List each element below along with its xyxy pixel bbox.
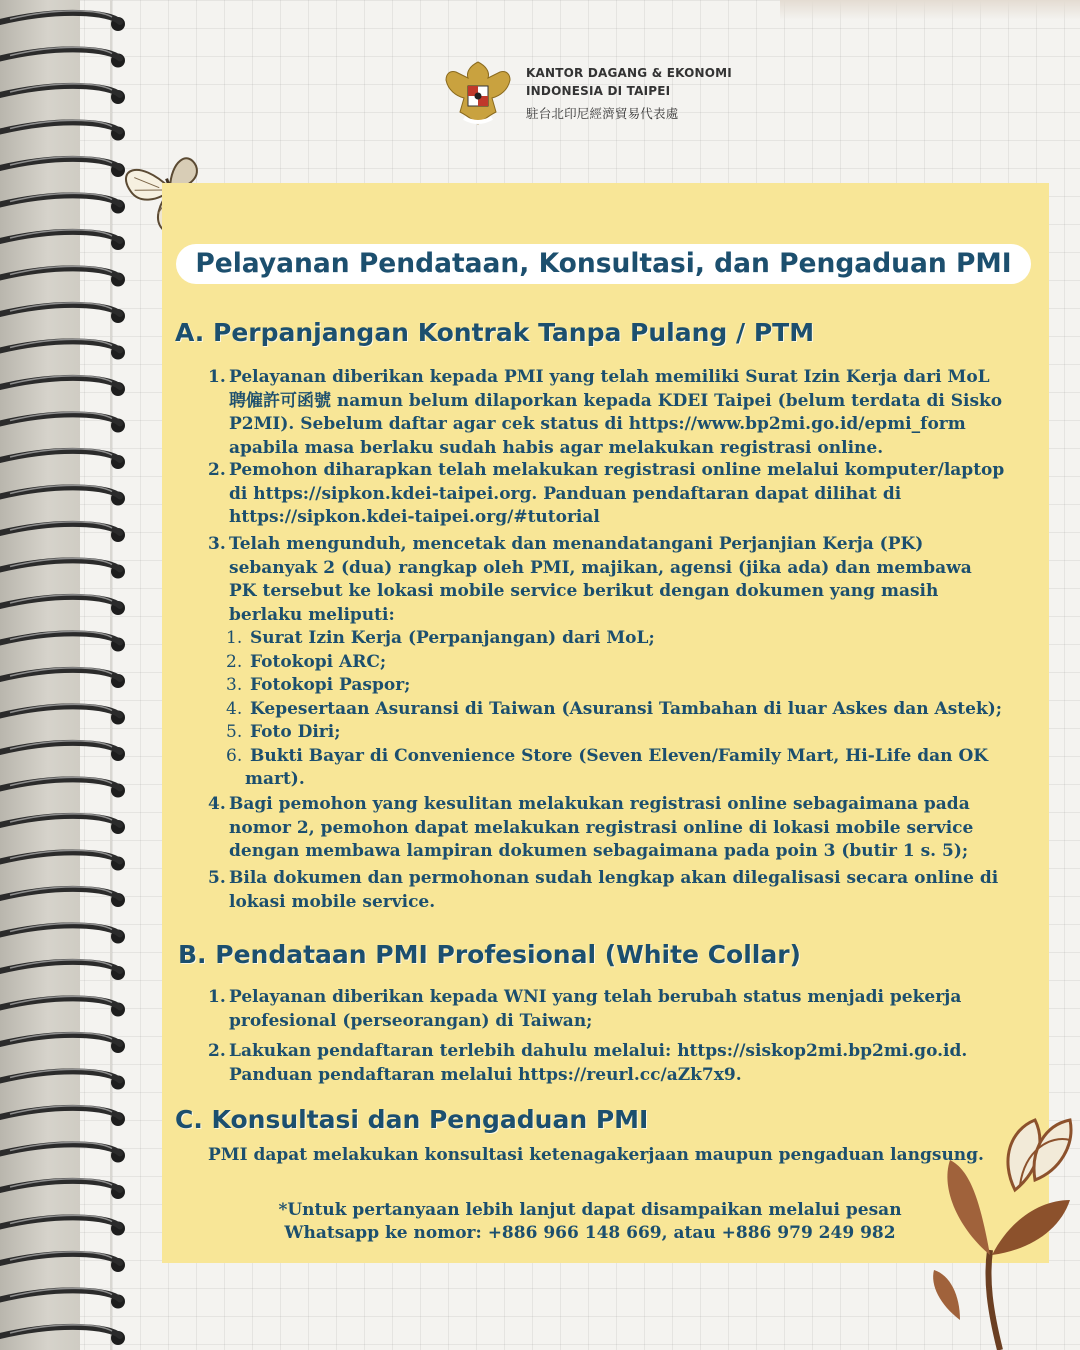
spiral-ring-icon — [0, 303, 125, 323]
spiral-ring-icon — [0, 339, 125, 359]
sub-item-text: Surat Izin Kerja (Perpanjangan) dari MoL; — [250, 628, 655, 648]
spiral-ring-icon — [0, 996, 125, 1016]
spiral-ring-icon — [0, 120, 125, 140]
section-a-heading: A. Perpanjangan Kontrak Tanpa Pulang / PTM — [175, 318, 815, 347]
spiral-ring-icon — [0, 522, 125, 542]
spiral-ring-icon — [0, 668, 125, 688]
item-number: 2. — [208, 1041, 226, 1061]
spiral-ring-icon — [0, 1106, 125, 1126]
contact-note-line2: Whatsapp ke nomor: +886 966 148 669, atau +886 979 249 982 — [284, 1223, 896, 1243]
contact-note — [180, 1199, 1000, 1245]
sub-item-text: Kepesertaan Asuransi di Taiwan (Asuransi Tambahan di luar Askes dan Astek); — [250, 698, 1003, 719]
item-number: 1. — [208, 367, 226, 387]
spiral-ring-icon — [0, 1288, 125, 1308]
section-c-heading: C. Konsultasi dan Pengaduan PMI — [175, 1105, 649, 1134]
sub-item-text: Bukti Bayar di Convenience Store (Seven Eleven/Family Mart, Hi-Life dan OK — [250, 745, 989, 766]
item-line: PK tersebut ke lokasi mobile service berikut dengan dokumen yang masih — [229, 581, 939, 601]
contact-note-line1: *Untuk pertanyaan lebih lanjut dapat disampaikan melalui pesan — [278, 1200, 902, 1220]
spiral-ring-icon — [0, 777, 125, 797]
sub-item-continuation: mart). — [245, 769, 305, 789]
spiral-ring-icon — [0, 704, 125, 724]
sub-item — [208, 745, 1002, 769]
sub-item — [208, 721, 1002, 745]
item-line: P2MI). Sebelum daftar agar cek status di https://www.bp2mi.go.id/epmi_form — [229, 414, 966, 434]
item-line: nomor 2, pemohon dapat melakukan registrasi online di lokasi mobile service — [229, 817, 974, 838]
org-name-line1: KANTOR DAGANG & EKONOMI — [526, 66, 732, 80]
item-line: Bila dokumen dan permohonan sudah lengkap akan dilegalisasi secara online di — [229, 868, 999, 888]
torn-corner — [780, 0, 1080, 20]
spiral-ring-icon — [0, 230, 125, 250]
spiral-ring-icon — [0, 193, 125, 213]
spiral-ring-icon — [0, 157, 125, 177]
sub-item-number: 5. — [226, 722, 243, 742]
item-line: 聘僱許可函號 namun belum dilaporkan kepada KDEI Taipei (belum terdata di Sisko — [229, 390, 1003, 411]
item-line: Pemohon diharapkan telah melakukan registrasi online melalui komputer/laptop — [229, 460, 1005, 480]
spiral-ring-icon — [0, 485, 125, 505]
section-c-text — [208, 1144, 984, 1168]
section-c-line: PMI dapat melakukan konsultasi ketenagakerjaan maupun pengaduan langsung. — [208, 1145, 984, 1165]
sub-item-number: 4. — [226, 698, 243, 719]
spiral-ring-icon — [0, 1325, 125, 1345]
spiral-ring-icon — [0, 11, 125, 31]
spiral-binding — [0, 0, 140, 1350]
section-b-item-1 — [208, 986, 961, 1033]
spiral-ring-icon — [0, 960, 125, 980]
flower-icon — [920, 1080, 1080, 1350]
item-line: Panduan pendaftaran melalui https://reurl.cc/aZk7x9. — [229, 1064, 742, 1085]
section-a-item-4 — [208, 793, 973, 864]
spiral-ring-icon — [0, 47, 125, 67]
sub-item-number: 6. — [226, 745, 243, 766]
section-a-item-3 — [208, 533, 1002, 792]
item-line: dengan membawa lampiran dokumen sebagaimana pada poin 3 (butir 1 s. 5); — [229, 841, 969, 861]
sub-item-number: 1. — [226, 628, 243, 648]
section-b-heading: B. Pendataan PMI Profesional (White Collar) — [178, 940, 801, 969]
item-number: 5. — [208, 868, 226, 888]
spiral-ring-icon — [0, 1179, 125, 1199]
spiral-ring-icon — [0, 449, 125, 469]
spiral-ring-icon — [0, 376, 125, 396]
item-line: https://sipkon.kdei-taipei.org/#tutorial — [229, 507, 600, 527]
spiral-ring-icon — [0, 631, 125, 651]
sub-item — [208, 674, 1002, 698]
item-number: 4. — [208, 794, 226, 814]
spiral-ring-icon — [0, 1069, 125, 1089]
spiral-ring-icon — [0, 1142, 125, 1162]
item-line: profesional (perseorangan) di Taiwan; — [229, 1010, 593, 1031]
sub-item-text: Fotokopi ARC; — [250, 651, 387, 672]
spiral-ring-icon — [0, 412, 125, 432]
item-number: 3. — [208, 534, 226, 554]
item-number: 1. — [208, 987, 226, 1007]
page-title: Pelayanan Pendataan, Konsultasi, dan Pengaduan PMI — [176, 244, 1031, 284]
section-b-item-2 — [208, 1040, 967, 1087]
item-line: lokasi mobile service. — [229, 891, 436, 912]
item-line: apabila masa berlaku sudah habis agar melakukan registrasi online. — [229, 437, 884, 458]
sub-item-text: Foto Diri; — [250, 722, 341, 742]
spiral-ring-icon — [0, 887, 125, 907]
sub-item-number: 3. — [226, 675, 243, 695]
sub-item — [208, 651, 1002, 675]
spiral-ring-icon — [0, 1033, 125, 1053]
sub-item — [208, 698, 1002, 722]
spiral-ring-icon — [0, 850, 125, 870]
item-line: sebanyak 2 (dua) rangkap oleh PMI, majikan, agensi (jika ada) dan membawa — [229, 557, 972, 578]
section-a-item-5 — [208, 867, 998, 914]
item-line: Lakukan pendaftaran terlebih dahulu melalui: https://siskop2mi.bp2mi.go.id. — [229, 1041, 968, 1061]
spiral-ring-icon — [0, 741, 125, 761]
item-line: di https://sipkon.kdei-taipei.org. Panduan pendaftaran dapat dilihat di — [229, 483, 902, 504]
spiral-ring-icon — [0, 84, 125, 104]
sub-item-text: Fotokopi Paspor; — [250, 675, 411, 695]
section-a-item-1 — [208, 366, 1002, 460]
spiral-ring-icon — [0, 1252, 125, 1272]
item-line: Pelayanan diberikan kepada WNI yang telah berubah status menjadi pekerja — [229, 987, 962, 1007]
item-line: berlaku meliputi: — [229, 604, 395, 625]
spiral-ring-icon — [0, 595, 125, 615]
item-line: Telah mengunduh, mencetak dan menandatangani Perjanjian Kerja (PK) — [229, 534, 924, 554]
section-a-item-2 — [208, 459, 1004, 530]
spiral-ring-icon — [0, 923, 125, 943]
item-line: Bagi pemohon yang kesulitan melakukan registrasi online sebagaimana pada — [229, 794, 970, 814]
garuda-emblem-icon — [438, 56, 518, 128]
item-line: Pelayanan diberikan kepada PMI yang telah memiliki Surat Izin Kerja dari MoL — [229, 367, 990, 387]
spiral-ring-icon — [0, 814, 125, 834]
spiral-ring-icon — [0, 558, 125, 578]
org-name-line2: INDONESIA DI TAIPEI — [526, 84, 671, 98]
header — [438, 56, 758, 128]
spiral-ring-icon — [0, 266, 125, 286]
spiral-ring-icon — [0, 1215, 125, 1235]
sub-item — [208, 627, 1002, 651]
item-number: 2. — [208, 460, 226, 480]
sub-item-number: 2. — [226, 651, 243, 672]
org-name-chinese: 駐台北印尼經濟貿易代表處 — [526, 106, 679, 121]
